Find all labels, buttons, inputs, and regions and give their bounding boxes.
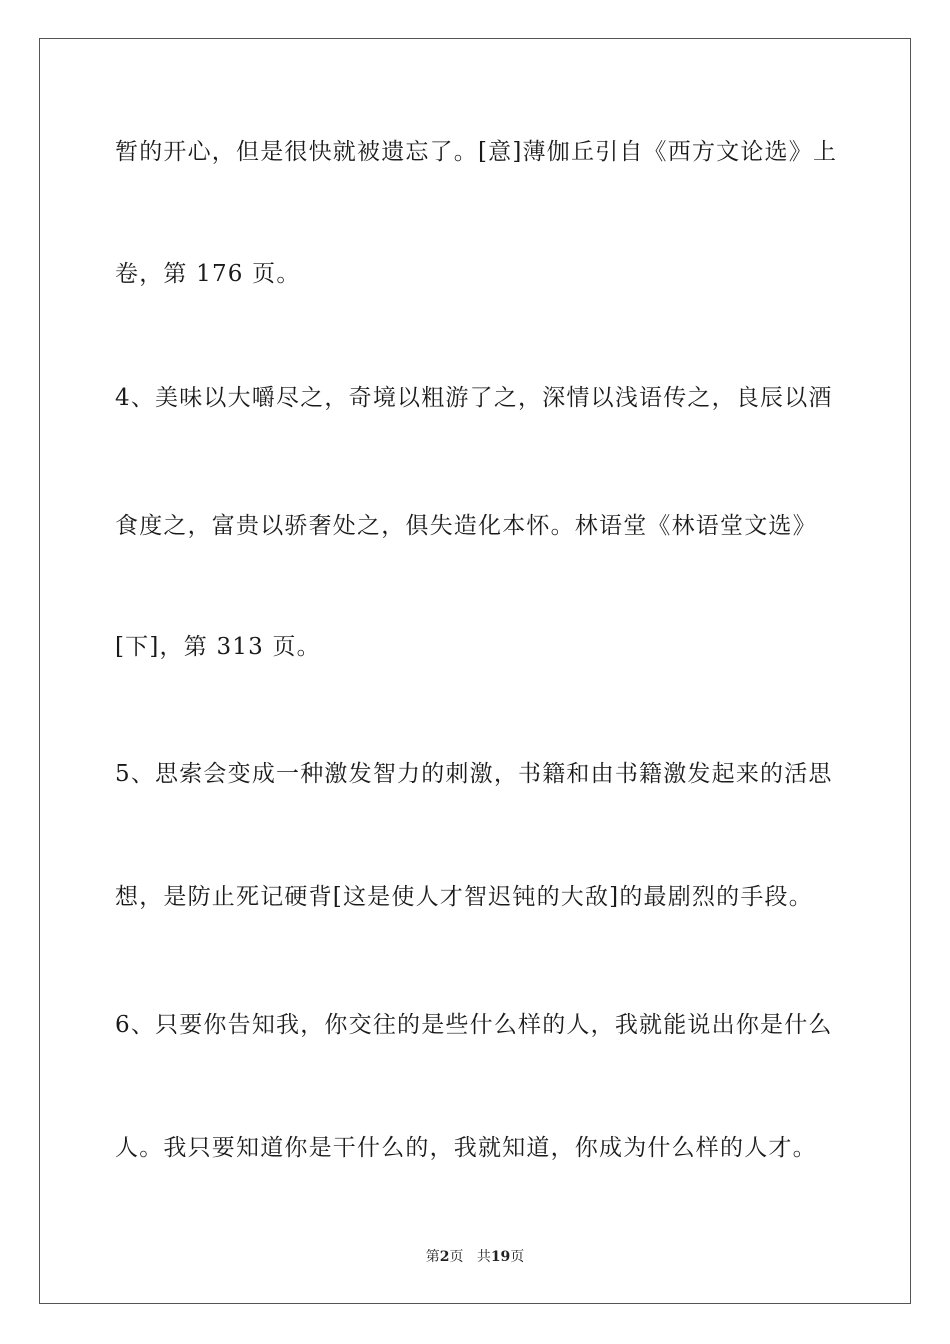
page-suffix: 页 <box>449 1249 464 1265</box>
total-suffix: 页 <box>510 1249 525 1265</box>
text-line: 想，是防止死记硬背[这是使人才智迟钝的大敌]的最剧烈的手段。 <box>115 884 813 910</box>
page-number: 2 <box>439 1249 450 1265</box>
page-prefix: 第 <box>425 1249 440 1265</box>
page-footer <box>0 1248 950 1266</box>
text-line: 6、只要你告知我，你交往的是些什么样的人，我就能说出你是什么 <box>115 1012 833 1038</box>
page-border <box>39 38 911 1304</box>
total-prefix: 共 <box>476 1249 491 1265</box>
text-line: 卷，第 176 页。 <box>115 261 301 287</box>
total-pages: 19 <box>490 1249 511 1265</box>
text-line: 食度之，富贵以骄奢处之，俱失造化本怀。林语堂《林语堂文选》 <box>115 513 817 539</box>
text-line: 人。我只要知道你是干什么的，我就知道，你成为什么样的人才。 <box>115 1135 817 1161</box>
text-line: 暂的开心，但是很快就被遗忘了。[意]薄伽丘引自《西方文论选》上 <box>115 139 838 165</box>
text-line: 4、美味以大嚼尽之，奇境以粗游了之，深情以浅语传之，良辰以酒 <box>115 385 833 411</box>
text-line: [下]，第 313 页。 <box>115 634 321 660</box>
text-line: 5、思索会变成一种激发智力的刺激，书籍和由书籍激发起来的活思 <box>115 761 833 787</box>
